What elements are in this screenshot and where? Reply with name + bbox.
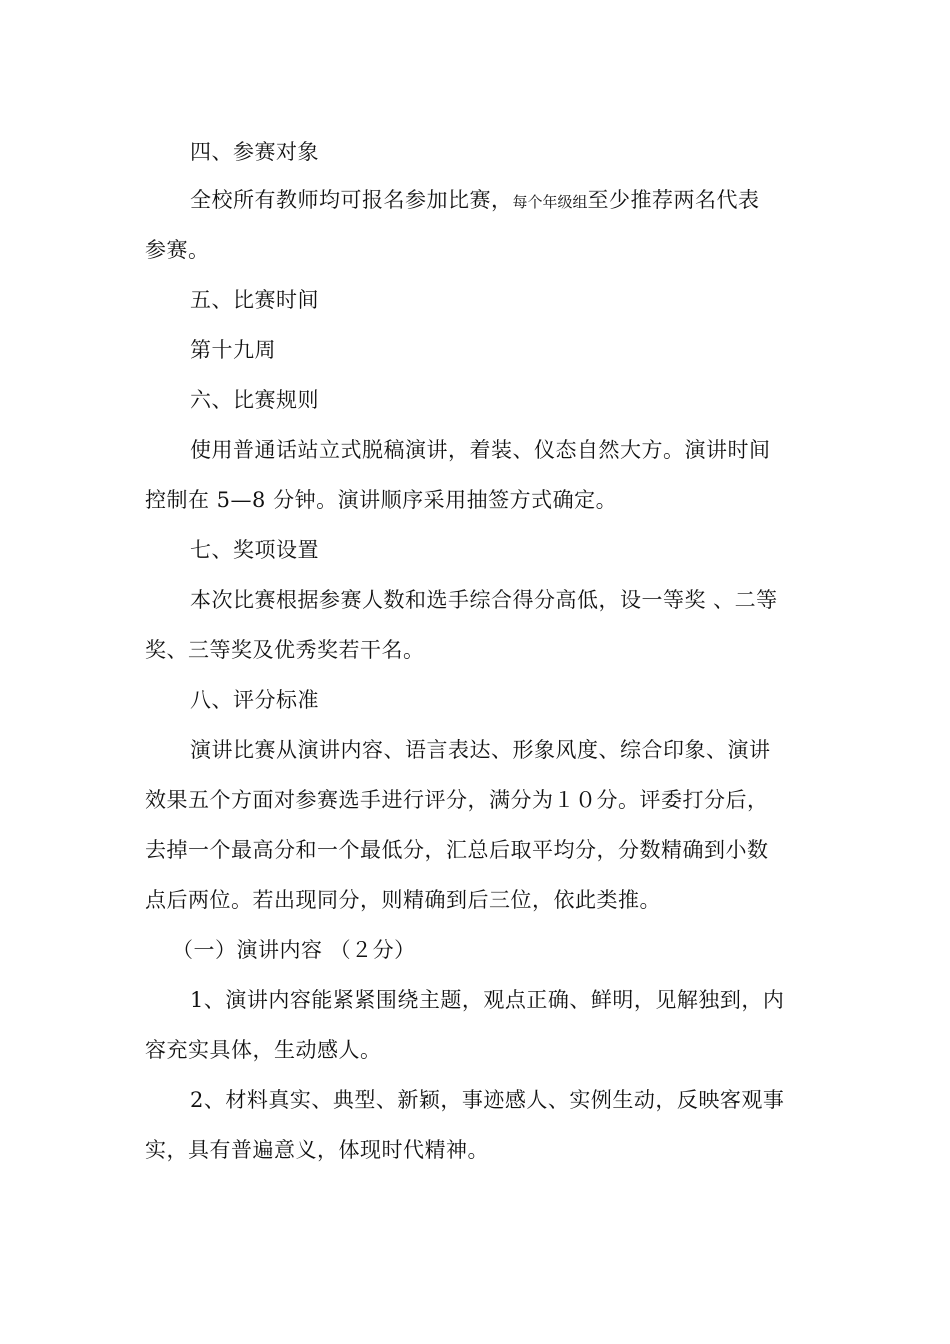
section8-line3: 去掉一个最高分和一个最低分，汇总后取平均分，分数精确到小数 [145,838,769,862]
subsection1-heading: （一）演讲内容 （２分） [172,938,416,962]
item2-line2: 实，具有普遍意义，体现时代精神。 [145,1138,489,1162]
section5-heading: 五、比赛时间 [190,288,319,312]
section6-heading: 六、比赛规则 [190,388,319,412]
section7-heading: 七、奖项设置 [190,538,319,562]
section8-line1: 演讲比赛从演讲内容、语言表达、形象风度、综合印象、演讲 [190,738,771,762]
section4-line1 [190,186,860,216]
section4-line1-text-b: 至少推荐两名代表 [587,188,760,212]
section4-line1-small-text: 每个年级组 [512,193,588,211]
item1-line1: 1、演讲内容能紧紧围绕主题，观点正确、鲜明，见解独到，内 [190,988,785,1012]
section6-line1: 使用普通话站立式脱稿演讲，着装、仪态自然大方。演讲时间 [190,438,771,462]
section8-line4: 点后两位。若出现同分，则精确到后三位，依此类推。 [145,888,661,912]
section4-line1-text-a: 全校所有教师均可报名参加比赛， [190,188,513,212]
item1-line2: 容充实具体，生动感人。 [145,1038,382,1062]
section7-line1: 本次比赛根据参赛人数和选手综合得分高低，设一等奖 、二等 [190,588,778,612]
item2-line1: 2、材料真实、典型、新颖，事迹感人、实例生动，反映客观事 [190,1088,785,1112]
section8-heading: 八、评分标准 [190,688,319,712]
section6-line2: 控制在 5—8 分钟。演讲顺序采用抽签方式确定。 [145,488,618,512]
section7-line2: 奖、三等奖及优秀奖若干名。 [145,638,425,662]
section4-heading: 四、参赛对象 [190,140,319,164]
section8-line2: 效果五个方面对参赛选手进行评分，满分为１０分。评委打分后， [145,788,769,812]
section4-line2: 参赛。 [145,238,210,262]
section5-body: 第十九周 [190,338,276,362]
